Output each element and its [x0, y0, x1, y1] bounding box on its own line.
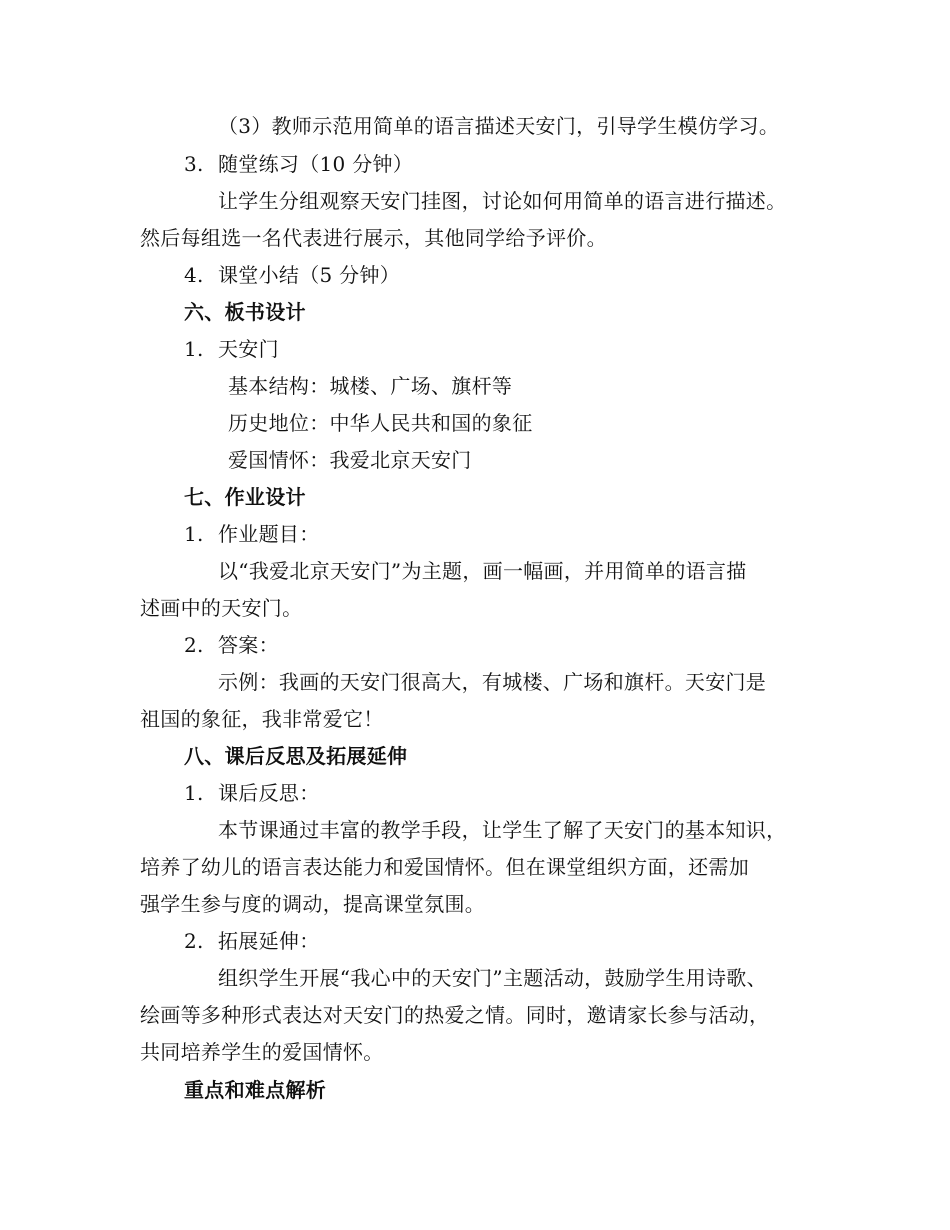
section-heading-homework: 七、作业设计	[184, 485, 306, 509]
list-number: 4.	[184, 263, 204, 287]
board-line-structure: 基本结构：城楼、广场、旗杆等	[228, 374, 513, 398]
list-item-text: 天安门	[218, 337, 279, 361]
list-item-text: 课堂小结（5 分钟）	[218, 263, 401, 287]
paragraph-line: 本节课通过丰富的教学手段，让学生了解了天安门的基本知识，	[218, 818, 787, 842]
step-3-teacher-demo: （3）教师示范用简单的语言描述天安门，引导学生模仿学习。	[218, 114, 780, 138]
list-item-tiananmen	[184, 336, 279, 362]
list-item-practice	[184, 151, 413, 177]
list-item-text: 随堂练习（10 分钟）	[218, 152, 414, 176]
list-number: 3.	[184, 152, 204, 176]
list-item-text: 作业题目：	[218, 522, 320, 546]
paragraph-line: 共同培养学生的爱国情怀。	[140, 1040, 384, 1064]
list-number: 1.	[184, 522, 204, 546]
paragraph-line: 以“我爱北京天安门”为主题，画一幅画，并用简单的语言描	[218, 559, 747, 583]
board-line-history: 历史地位：中华人民共和国的象征	[228, 411, 533, 435]
list-item-text: 拓展延伸：	[218, 929, 320, 953]
list-item-extension	[184, 928, 320, 954]
paragraph-line: 强学生参与度的调动，提高课堂氛围。	[140, 892, 486, 916]
paragraph-line: 述画中的天安门。	[140, 596, 303, 620]
paragraph-line: 让学生分组观察天安门挂图，讨论如何用简单的语言进行描述。	[218, 189, 787, 213]
list-item-text: 课后反思：	[218, 781, 320, 805]
paragraph-line: 示例：我画的天安门很高大，有城楼、广场和旗杆。天安门是	[218, 670, 767, 694]
list-item-homework-topic	[184, 521, 320, 547]
list-number: 1.	[184, 781, 204, 805]
list-number: 1.	[184, 337, 204, 361]
board-line-patriotism: 爱国情怀：我爱北京天安门	[228, 448, 472, 472]
paragraph-line: 绘画等多种形式表达对天安门的热爱之情。同时，邀请家长参与活动，	[140, 1003, 770, 1027]
paragraph-line: 祖国的象征，我非常爱它！	[140, 707, 384, 731]
section-heading-key-points: 重点和难点解析	[184, 1078, 327, 1102]
list-item-reflection	[184, 780, 320, 806]
paragraph-line: 培养了幼儿的语言表达能力和爱国情怀。但在课堂组织方面，还需加	[140, 855, 749, 879]
section-heading-reflection: 八、课后反思及拓展延伸	[184, 744, 408, 768]
list-item-summary	[184, 262, 400, 288]
section-heading-board-design: 六、板书设计	[184, 300, 306, 324]
list-number: 2.	[184, 633, 204, 657]
list-number: 2.	[184, 929, 204, 953]
paragraph-line: 然后每组选一名代表进行展示，其他同学给予评价。	[140, 226, 607, 250]
paragraph-line: 组织学生开展“我心中的天安门”主题活动，鼓励学生用诗歌、	[218, 966, 767, 990]
list-item-answer	[184, 632, 279, 658]
list-item-text: 答案：	[218, 633, 279, 657]
